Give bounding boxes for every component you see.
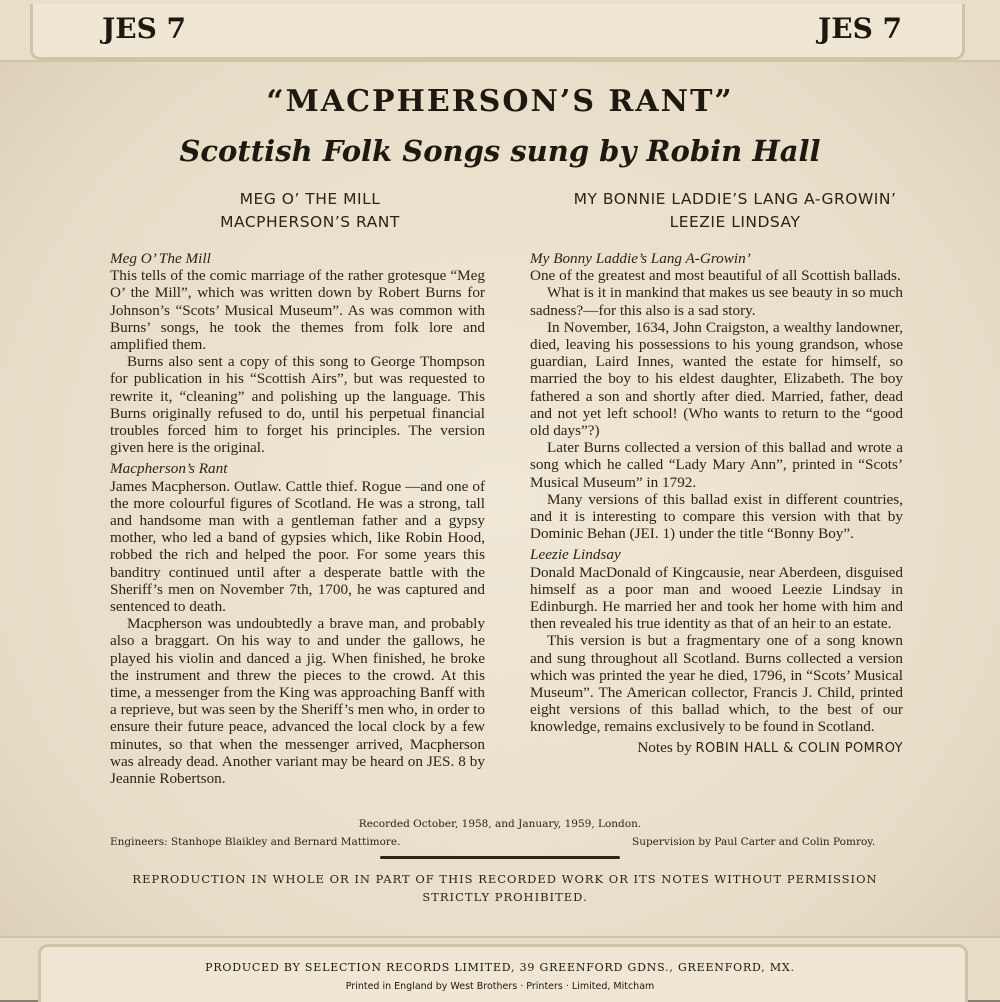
track-title: MACPHERSON’S RANT (220, 213, 400, 231)
notes-prefix: Notes by (637, 738, 696, 756)
reproduction-notice (100, 870, 910, 906)
section-heading: Macpherson’s Rant (110, 460, 228, 478)
liner-notes-left-column (110, 250, 485, 787)
paragraph: Many versions of this ballad exist in different countries, and it is interesting to compare this version with that by Dominic Behan (JEI. 1) under the title “Bonny Boy”. (530, 490, 903, 543)
album-subtitle: Scottish Folk Songs sung by Robin Hall (179, 134, 821, 168)
divider-rule (380, 856, 620, 859)
producer-line: PRODUCED BY SELECTION RECORDS LIMITED, 39 GREENFORD GDNS., GREENFORD, MX. (205, 961, 795, 974)
reproduction-line: STRICTLY PROHIBITED. (422, 890, 588, 904)
recording-info: Recorded October, 1958, and January, 1959, London. (358, 818, 642, 830)
notes-authors: ROBIN HALL & COLIN POMROY (695, 740, 903, 756)
section-heading: Leezie Lindsay (530, 546, 621, 564)
side-a-track-list (190, 188, 430, 234)
catalog-number-left: JES 7 (102, 12, 187, 45)
track-title: LEEZIE LINDSAY (669, 213, 801, 231)
paragraph: In November, 1634, John Craigston, a wealthy landowner, died, leaving his possessions to his young grandson, whose guardian, Laird Innes, wanted the estate for himself, so married the boy to his eldest daughter, Elizabeth. The boy fathered a son and shortly after died. Married, father, dead and not yet left school! (Who wants to return to the “good old days”?) (530, 318, 903, 440)
paragraph: This tells of the comic marriage of the rather grotesque “Meg O’ the Mill”, which was written down by Robert Burns for Johnson’s “Scots’ Musical Museum”. As was common with Burns’ songs, he took the themes from folk lore and amplified them. (110, 267, 485, 354)
track-title: MY BONNIE LADDIE’S LANG A-GROWIN’ (573, 190, 897, 208)
paragraph: What is it in mankind that makes us see beauty in so much sadness?—for this also is a sad story. (530, 284, 903, 319)
album-title: “MACPHERSON’S RANT” (266, 84, 734, 119)
paragraph: This version is but a fragmentary one of a song known and sung throughout all Scotland. Burns collected a version which was printed the year he died, 1796, in “Scots’ Musical Museum”. The American collector, Francis J. Child, printed eight versions of this ballad which, to the best of our knowledge, remains exclusively to be found in Scotland. (530, 632, 903, 736)
printer-line: Printed in England by West Brothers · Printers · Limited, Mitcham (345, 981, 655, 992)
paragraph: Later Burns collected a version of this ballad and wrote a song which he called “Lady Mary Ann”, printed in “Scots’ Musical Museum” in 1792. (530, 439, 903, 491)
paragraph: Macpherson was undoubtedly a brave man, and probably also a braggart. On his way to and under the gallows, he played his violin and danced a jig. When finished, he broke the instrument and threw the pieces to the crowd. At this time, a messenger from the King was approaching Banff with a reprieve, but was seen by the Sheriff’s men who, in order to ensure their future peace, advanced the local clock by a few minutes, so that when the messenger arrived, Macpherson was already dead. Another variant may be heard on JES. 8 by Jeannie Robertson. (110, 615, 485, 788)
section-heading: Meg O’ The Mill (110, 250, 211, 267)
paragraph: One of the greatest and most beautiful of all Scottish ballads. (530, 267, 901, 285)
track-title: MEG O’ THE MILL (239, 190, 381, 208)
paragraph: Burns also sent a copy of this song to George Thompson for publication in his “Scottish Airs”, but was requested to rewrite it, “cleaning” and polishing up the language. This Burns originally refused to do, until his perpetual financial troubles forced him to forget his principles. The version given here is the original. (110, 353, 485, 457)
paragraph: James Macpherson. Outlaw. Cattle thief. Rogue —and one of the more colourful figures of Scotland. He was a strong, tall and handsome man with a gentleman father and a gypsy mother, who led a band of gypsies which, like Robin Hood, robbed the rich and helped the poor. For some years this banditry continued until after a desperate battle with the Sheriff’s men on November 7th, 1700, he was captured and sentenced to death. (110, 477, 485, 616)
catalog-number-right: JES 7 (818, 12, 903, 45)
section-heading: My Bonny Laddie’s Lang A-Growin’ (530, 250, 751, 267)
liner-notes-right-column (530, 250, 903, 757)
notes-byline (530, 739, 903, 757)
supervision-credit: Supervision by Paul Carter and Colin Pomroy. (632, 836, 876, 848)
engineers-credit: Engineers: Stanhope Blaikley and Bernard Mattimore. (110, 836, 401, 848)
paragraph: Donald MacDonald of Kingcausie, near Aberdeen, disguised himself as a poor man and wooed Leezie Lindsay in Edinburgh. He married her and took her home with him and then revealed his true identity as that of an heir to an estate. (530, 563, 903, 633)
reproduction-line: REPRODUCTION IN WHOLE OR IN PART OF THIS RECORDED WORK OR ITS NOTES WITHOUT PERMISSION (132, 872, 878, 886)
side-b-track-list (510, 188, 960, 234)
